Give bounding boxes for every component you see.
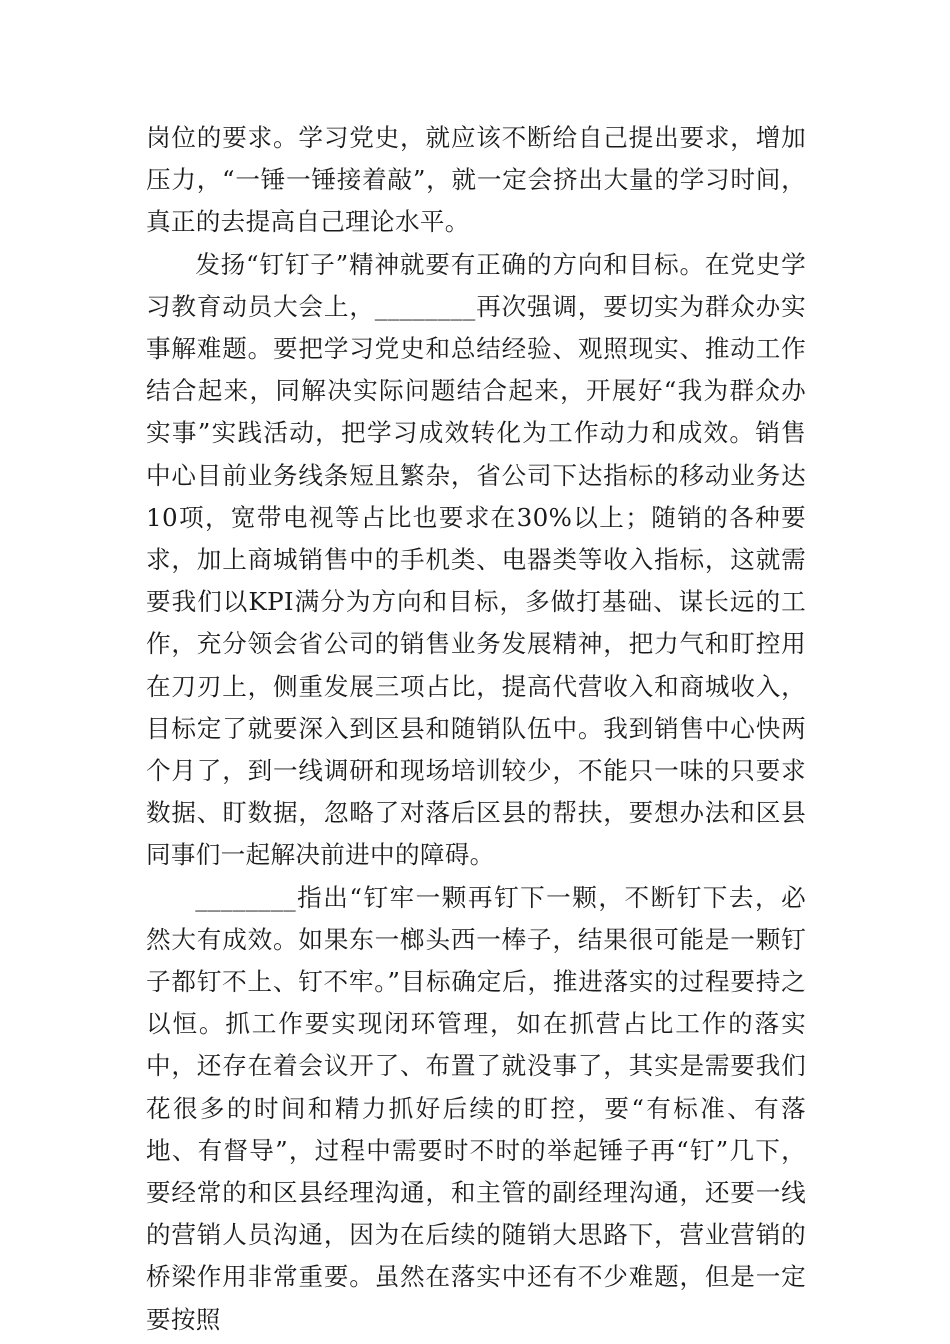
document-page xyxy=(146,117,806,1341)
paragraph-persistence: ________指出“钉牢一颗再钉下一颗，不断钉下去，必然大有成效。如果东一榔头西一棒子，结果很可能是一颗钉子都钉不上、钉不牢。”目标确定后，推进落实的过程要持之以恒。抓工作要实现闭环管理，如在抓营占比工作的落实中，还存在着会议开了、布置了就没事了，其实是需要我们花很多的时间和精力抓好后续的盯控，要“有标准、有落地、有督导”，过程中需要时不时的举起锤子再“钉”几下，要经常的和区县经理沟通，和主管的副经理沟通，还要一线的营销人员沟通，因为在后续的随销大思路下，营业营销的桥梁作用非常重要。虽然在落实中还有不少难题，但是一定要按照 xyxy=(146,882,806,1334)
paragraph-direction-goals: 发扬“钉钉子”精神就要有正确的方向和目标。在党史学习教育动员大会上，________再次强调，要切实为群众办实事解难题。要把学习党史和总结经验、观照现实、推动工作结合起来，同解决实际问题结合起来，开展好“我为群众办实事”实践活动，把学习成效转化为工作动力和成效。销售中心目前业务线条短且繁杂，省公司下达指标的移动业务达10项，宽带电视等占比也要求在30%以上；随销的各种要求，加上商城销售中的手机类、电器类等收入指标，这就需要我们以KPI满分为方向和目标，多做打基础、谋长远的工作，充分领会省公司的销售业务发展精神，把力气和盯控用在刀刃上，侧重发展三项占比，提高代营收入和商城收入，目标定了就要深入到区县和随销队伍中。我到销售中心快两个月了，到一线调研和现场培训较少，不能只一味的只要求数据、盯数据，忽略了对落后区县的帮扶，要想办法和区县同事们一起解决前进中的障碍。 xyxy=(146,249,806,870)
paragraph-continued: 岗位的要求。学习党史，就应该不断给自己提出要求，增加压力，“一锤一锤接着敲”，就一定会挤出大量的学习时间，真正的去提高自己理论水平。 xyxy=(146,123,806,237)
